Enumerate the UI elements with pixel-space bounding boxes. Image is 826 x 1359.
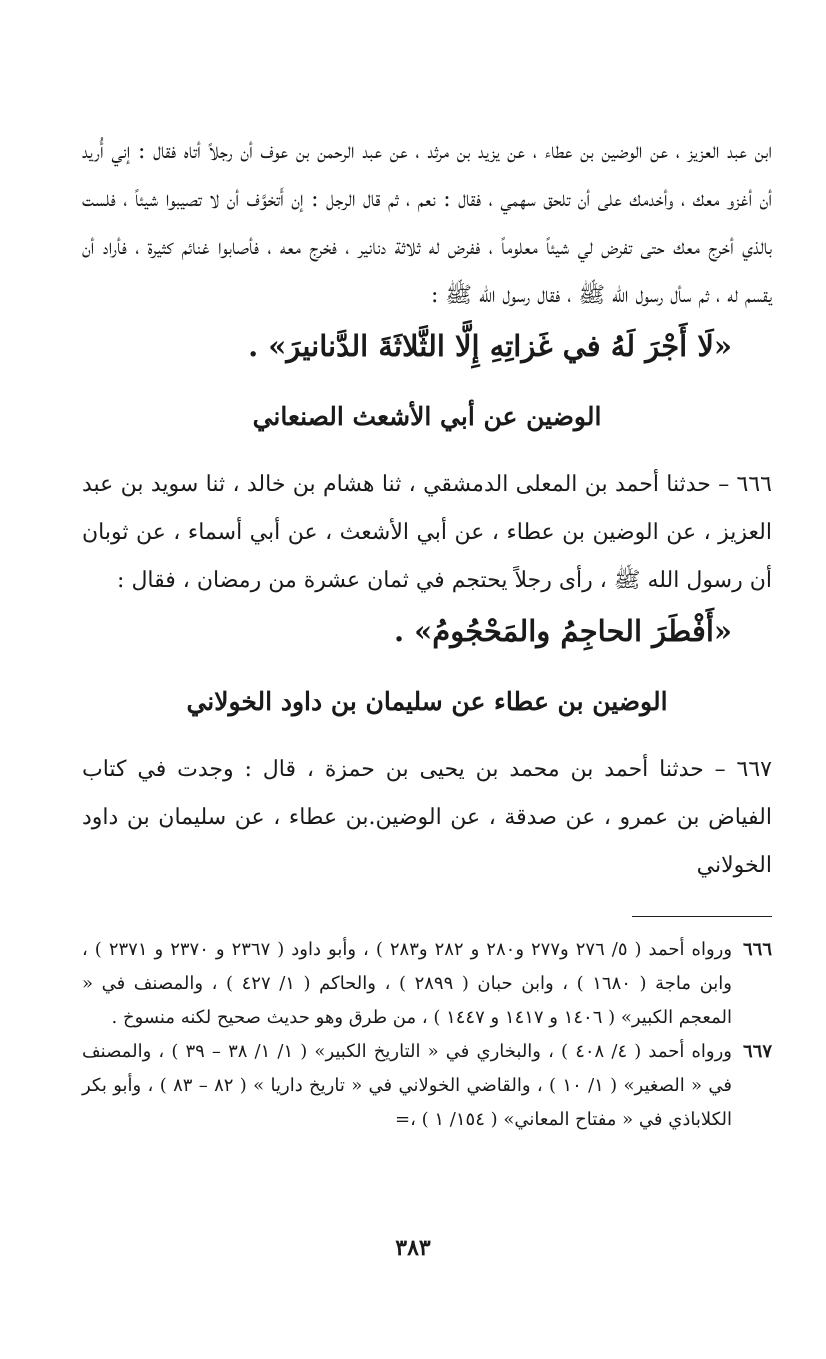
- intro-paragraph: ابن عبد العزيز ، عن الوضين بن عطاء ، عن يزيد بن مرثد ، عن عبد الرحمن بن عوف أن رجلاً أتاه فقال : إني أُريد أن أغزو معك ، وأخدمك على أن تلحق سهمي ، فقال : نعم ، ثم قال الرجل : إن أَتخوَّف أن لا تصيبوا شيئاً ، فلست بالذي أخرج معك حتى تفرض لي شيئاً معلوماً ، ففرض له ثلاثة دنانير ، فخرج معه ، فأصابوا غنائم كثيرة ، فأراد أن يقسم له ، ثم سأل رسول الله ﷺ ، فقال رسول الله ﷺ :: [82, 139, 772, 308]
- hadith-667-paragraph: ٦٦٧ – حدثنا أحمد بن محمد بن يحيى بن حمزة ، قال : وجدت في كتاب الفياض بن عمرو ، عن صدقة ، عن الوضين.بن عطاء ، عن سليمان بن داود الخولاني: [82, 757, 772, 878]
- page-body: [82, 128, 772, 1137]
- footnote-number: ٦٦٧: [742, 1041, 772, 1062]
- footnote-number: ٦٦٦: [742, 939, 772, 960]
- footnote-667: [82, 1035, 772, 1137]
- hadith-666-quote: «أَفْطَرَ الحاجِمُ والمَحْجُومُ» .: [393, 614, 732, 648]
- intro-hadith-quote: «لَا أَجْرَ لَهُ في غَزاتِهِ إِلَّا الثَّلاثَةَ الدَّنانيرَ» .: [248, 329, 732, 363]
- section-heading-sulayman-al-khawlani: الوضين بن عطاء عن سليمان بن داود الخولاني: [186, 687, 668, 716]
- hadith-666-paragraph: ٦٦٦ – حدثنا أحمد بن المعلى الدمشقي ، ثنا هشام بن خالد ، ثنا سويد بن عبد العزيز ، عن الوضين بن عطاء ، عن أبي الأشعث ، عن أبي أسماء ، عن ثوبان أن رسول الله ﷺ ، رأى رجلاً يحتجم في ثمان عشرة من رمضان ، فقال :: [82, 472, 772, 593]
- footnote-text: ورواه أحمد ( ٤/ ٤٠٨ ) ، والبخاري في « التاريخ الكبير» ( ١/ ١/ ٣٨ – ٣٩ ) ، والمصنف في « الصغير» ( ١/ ١٠ ) ، والقاضي الخولاني في « تاريخ داريا » ( ٨٢ – ٨٣ ) ، وأبو بكر الكلاباذي في « مفتاح المعاني» ( ١٥٤/ ١ ) ،=: [82, 1041, 732, 1130]
- footnote-666: [82, 933, 772, 1035]
- footnote-divider: [632, 916, 772, 917]
- page-number: ٣٨٣: [395, 1235, 431, 1261]
- footnote-text: ورواه أحمد ( ٥/ ٢٧٦ و٢٧٧ و٢٨٠ و ٢٨٢ و٢٨٣ ) ، وأبو داود ( ٢٣٦٧ و ٢٣٧٠ و ٢٣٧١ ) ، وابن ماجة ( ١٦٨٠ ) ، وابن حبان ( ٢٨٩٩ ) ، والحاكم ( ١/ ٤٢٧ ) ، والمصنف في « المعجم الكبير» ( ١٤٠٦ و ١٤١٧ و ١٤٤٧ ) ، من طرق وهو حديث صحيح لكنه منسوخ .: [82, 939, 733, 1028]
- section-heading-abi-al-ashath: الوضين عن أبي الأشعث الصنعاني: [252, 402, 602, 431]
